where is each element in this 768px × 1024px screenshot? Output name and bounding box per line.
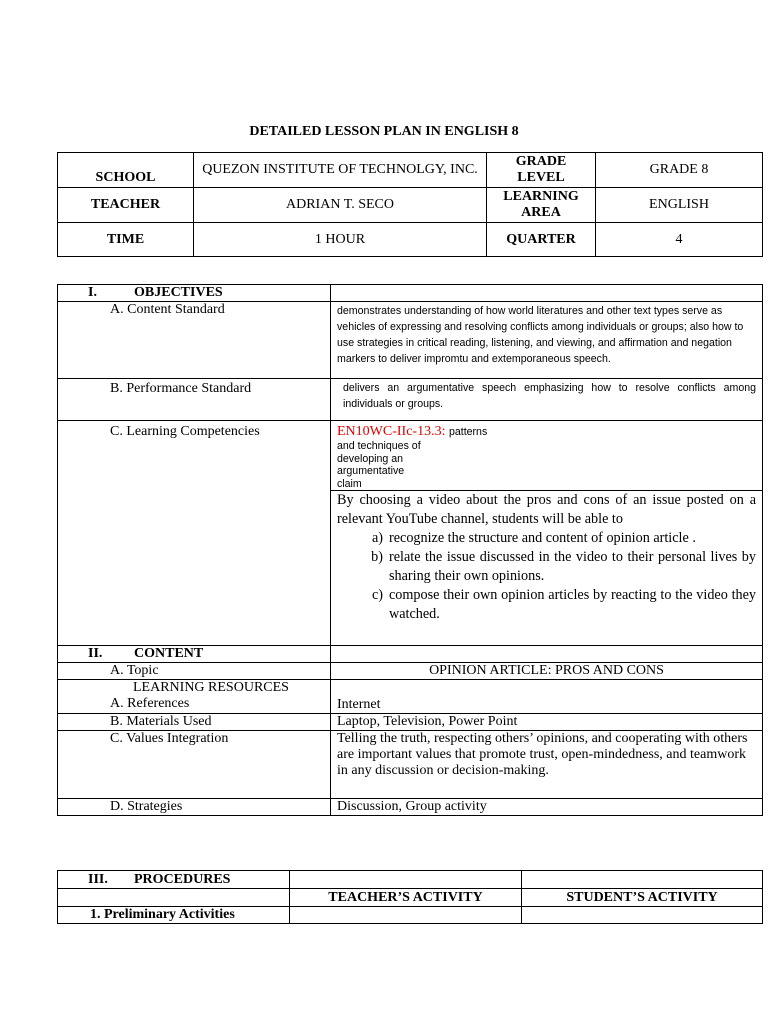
objectives-numeral: I.: [88, 285, 97, 300]
objectives-heading: [58, 285, 331, 302]
content-standard-label: A. Content Standard: [58, 302, 331, 379]
competency-text-2: and techniques of: [337, 440, 421, 452]
quarter-label: QUARTER: [487, 223, 596, 257]
strategies-value: Discussion, Group activity: [331, 799, 763, 816]
page-title: DETAILED LESSON PLAN IN ENGLISH 8: [249, 124, 519, 139]
values-value: Telling the truth, respecting others’ opinions, and cooperating with others are important values that promote trust, open-mindedness, and teamwork in any discussion or decision-making.: [331, 731, 763, 799]
materials-label: B. Materials Used: [58, 714, 331, 731]
school-label: SCHOOL: [58, 153, 194, 188]
objectives-intro: By choosing a video about the pros and cons of an issue posted on a relevant YouTube channel, students will be able to: [337, 492, 756, 527]
resources-cell: [58, 680, 331, 714]
objectives-title: OBJECTIVES: [134, 285, 223, 300]
teacher-value: ADRIAN T. SECO: [194, 188, 487, 223]
content-heading: [58, 646, 331, 663]
procedures-table: [57, 870, 763, 924]
grade-level-label: GRADE LEVEL: [487, 153, 596, 188]
competency-code: EN10WC-IIc-13.3:: [337, 424, 446, 439]
procedures-title: PROCEDURES: [134, 871, 231, 887]
competency-text-1: patterns: [448, 426, 488, 438]
competency-cell: [331, 421, 763, 491]
topic-value: OPINION ARTICLE: PROS AND CONS: [331, 663, 763, 680]
objectives-detail-cell: [331, 491, 763, 646]
procedures-heading: [58, 871, 290, 889]
strategies-label: D. Strategies: [58, 799, 331, 816]
competency-text-5: claim: [337, 477, 362, 490]
teacher-activity-header: TEACHER’S ACTIVITY: [290, 889, 522, 907]
learning-competencies-label: C. Learning Competencies: [58, 421, 331, 646]
teacher-label: TEACHER: [58, 188, 194, 223]
objective-item: a) recognize the structure and content of opinion article .: [371, 530, 696, 546]
time-label: TIME: [58, 223, 194, 257]
competency-text-4: argumentative: [337, 465, 405, 477]
grade-level-value: GRADE 8: [596, 153, 763, 188]
performance-standard-label: B. Performance Standard: [58, 379, 331, 421]
quarter-value: 4: [596, 223, 763, 257]
materials-value: Laptop, Television, Power Point: [331, 714, 763, 731]
header-info-table: [57, 152, 763, 257]
competency-text-3: developing an: [337, 452, 403, 465]
objectives-list: [337, 529, 756, 624]
content-numeral: II.: [88, 646, 103, 661]
objectives-content-table: [57, 284, 763, 816]
content-standard-text: demonstrates understanding of how world literatures and other text types serve as vehicles of expressing and resolving conflicts among individuals or groups; also how to use strategies in critical reading, listening, and viewing, and affirmation and negation markers to deliver impromtu and extemporaneous speech.: [331, 302, 763, 379]
references-value: Internet: [331, 680, 763, 714]
performance-standard-text: delivers an argumentative speech emphasizing how to resolve conflicts among individuals or groups.: [331, 379, 763, 421]
topic-label: A. Topic: [58, 663, 331, 680]
values-label: C. Values Integration: [58, 731, 331, 799]
learning-resources-heading: LEARNING RESOURCES: [133, 680, 289, 695]
references-label: A. References: [110, 696, 190, 711]
content-title: CONTENT: [134, 646, 204, 661]
time-value: 1 HOUR: [194, 223, 487, 257]
learning-area-value: ENGLISH: [596, 188, 763, 223]
objective-item: b) relate the issue discussed in the video to their personal lives by sharing their own opinions.: [371, 549, 756, 584]
objective-item: c) compose their own opinion articles by reacting to the video they watched.: [371, 587, 756, 622]
preliminary-activities: 1. Preliminary Activities: [58, 907, 290, 924]
student-activity-header: STUDENT’S ACTIVITY: [522, 889, 763, 907]
procedures-numeral: III.: [88, 871, 108, 887]
school-value: QUEZON INSTITUTE OF TECHNOLGY, INC.: [194, 153, 487, 188]
learning-area-label: LEARNING AREA: [487, 188, 596, 223]
